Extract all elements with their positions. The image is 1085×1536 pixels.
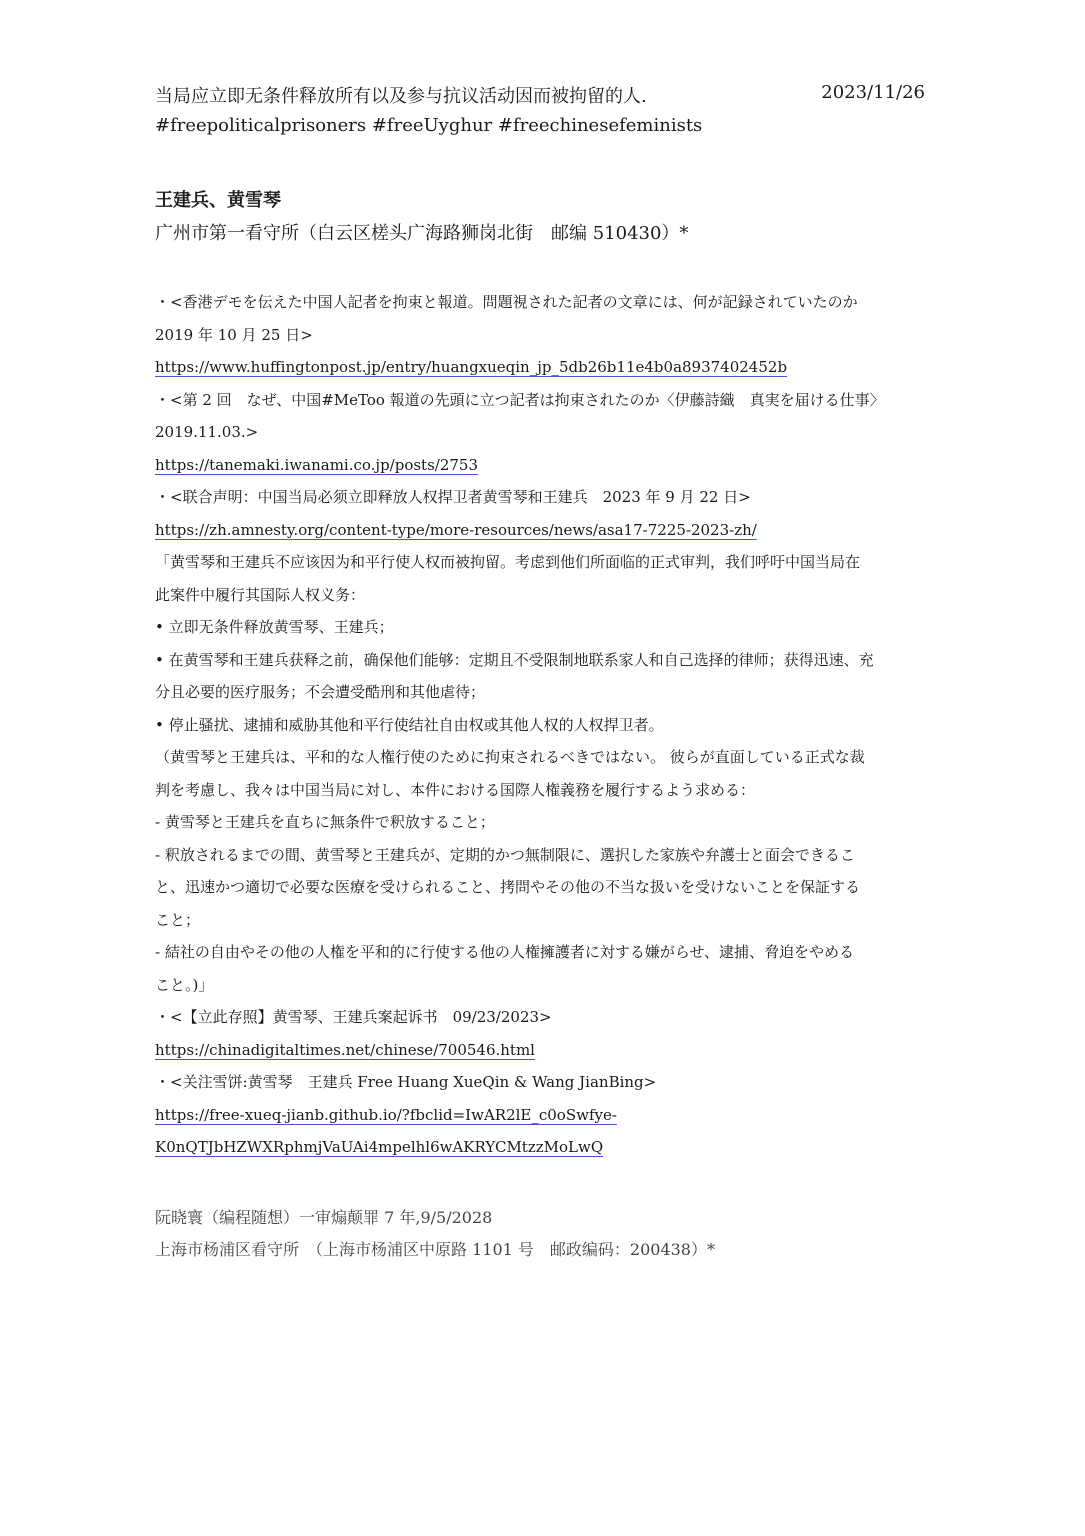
- prisoner-names: 王建兵、黄雪琴: [155, 190, 281, 211]
- link-line: [155, 1034, 935, 1067]
- text-line: こと；: [155, 910, 201, 929]
- link-line: [155, 1099, 935, 1132]
- body-text: [155, 286, 935, 1164]
- link-line: [155, 514, 935, 547]
- dash-item: - 結社の自由やその他の人権を平和的に行使する他の人権擁護者に対する嫌がらせ、逮捕、脅迫をやめる: [155, 943, 854, 961]
- github-link-part1[interactable]: https://free-xueq-jianb.github.io/?fbclid=IwAR2lE_c0oSwfye-: [155, 1105, 617, 1124]
- dash-item: - 黄雪琴と王建兵を直ちに無条件で釈放すること；: [155, 813, 495, 831]
- text-line: 「黄雪琴和王建兵不应该因为和平行使人权而被拘留。考虑到他们所面临的正式审判，我们呼吁中国当局在: [155, 553, 861, 571]
- text-line: （黄雪琴と王建兵は、平和的な人権行使のために拘束されるべきではない。 彼らが直面している正式な裁: [155, 748, 865, 766]
- github-link-part2[interactable]: K0nQTJbHZWXRphmjVaUAi4mpelhl6wAKRYCMtzzMoLwQ: [155, 1138, 604, 1156]
- dash-item: - 釈放されるまでの間、黄雪琴と王建兵が、定期的かつ無制限に、選択した家族や弁護士と面会できるこ: [155, 845, 855, 864]
- bullet-item: • 在黄雪琴和王建兵获释之前，确保他们能够：定期且不受限制地联系家人和自己选择的律师；获得迅速、充: [155, 650, 874, 669]
- text-line: 分且必要的医疗服务；不会遭受酷刑和其他虐待；: [155, 683, 486, 701]
- second-prisoner-name: 阮晓寰（编程随想）一审煽颠罪 7 年,9/5/2028: [155, 1208, 493, 1227]
- bullet-item: • 停止骚扰、逮捕和威胁其他和平行使结社自由权或其他人权的人权捍卫者。: [155, 715, 664, 734]
- text-line: ・<【立此存照】黄雪琴、王建兵案起诉书 09/23/2023>: [155, 1008, 552, 1026]
- link-line: [155, 351, 935, 384]
- second-detention-address: 上海市杨浦区看守所 （上海市杨浦区中原路 1101 号 邮政编码：200438）*: [155, 1240, 715, 1259]
- text-line: こと。)」: [155, 975, 214, 994]
- header-row: [155, 82, 925, 110]
- text-line: 此案件中履行其国际人权义务：: [155, 585, 366, 604]
- amnesty-link[interactable]: https://zh.amnesty.org/content-type/more-resources/news/asa17-7225-2023-zh/: [155, 520, 757, 539]
- text-line: と、迅速かつ適切で必要な医療を受けられること、拷問やその他の不当な扱いを受けないことを保証する: [155, 878, 861, 896]
- text-line: ・<第 2 回 なぜ、中国#MeToo 報道の先頭に立つ記者は拘束されたのか〈伊藤詩織 真実を届ける仕事〉: [155, 390, 885, 409]
- chinadigitaltimes-link[interactable]: https://chinadigitaltimes.net/chinese/700546.html: [155, 1040, 535, 1059]
- text-line: 判を考慮し、我々は中国当局に対し、本件における国際人権義務を履行するよう求める：: [155, 780, 756, 799]
- bullet-item: • 立即无条件释放黄雪琴、王建兵；: [155, 618, 394, 636]
- header-title: 当局应立即无条件释放所有以及参与抗议活动因而被拘留的人.: [155, 86, 647, 107]
- detention-address: 广州市第一看守所（白云区槎头广海路狮岗北街 邮编 510430）*: [155, 223, 689, 244]
- link-line: [155, 449, 935, 482]
- text-line: ・<联合声明：中国当局必须立即释放人权捍卫者黄雪琴和王建兵 2023 年 9 月 22 日>: [155, 488, 751, 506]
- link-line: [155, 1131, 935, 1164]
- text-line: 2019 年 10 月 25 日>: [155, 325, 313, 344]
- header-date: 2023/11/26: [821, 82, 925, 103]
- huffingtonpost-link[interactable]: https://www.huffingtonpost.jp/entry/huangxueqin_jp_5db26b11e4b0a8937402452b: [155, 358, 788, 376]
- text-line: ・<关注雪饼:黄雪琴 王建兵 Free Huang XueQin & Wang JianBing>: [155, 1073, 657, 1091]
- iwanami-link[interactable]: https://tanemaki.iwanami.co.jp/posts/2753: [155, 455, 479, 474]
- hashtags: #freepoliticalprisoners #freeUyghur #freechinesefeminists: [155, 115, 703, 136]
- text-line: 2019.11.03.>: [155, 423, 259, 441]
- text-line: ・<香港デモを伝えた中国人記者を拘束と報道。問題視された記者の文章には、何が記録されていたのか: [155, 293, 858, 311]
